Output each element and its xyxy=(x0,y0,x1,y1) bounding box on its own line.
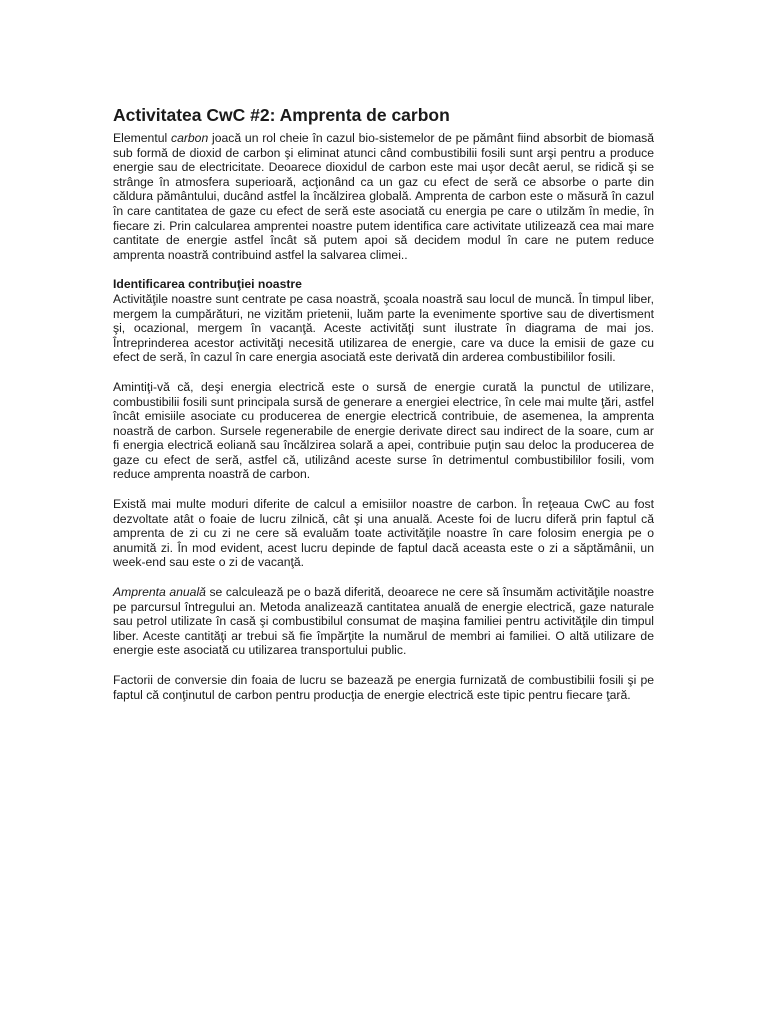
paragraph-3: Există mai multe moduri diferite de calcul a emisiilor noastre de carbon. În reţeaua CwC au fost dezvoltate atât o foaie de lucru zilnică, cât şi una anuală. Aceste foi de lucru diferă prin faptul că amprenta de zi cu zi ne cere să evaluăm toate activităţile noastre în care folosim energia pe o anumită zi. În mod evident, acest lucru depinde de faptul dacă aceasta este o zi a săptămânii, un week-end sau este o zi de vacanţă. xyxy=(113,497,654,570)
paragraph-1: Activităţile noastre sunt centrate pe casa noastră, şcoala noastră sau locul de muncă. În timpul liber, mergem la cumpărături, ne vizităm prietenii, luăm parte la evenimente sportive sau de divertisment şi, ocazional, mergem în vacanţă. Aceste activităţi sunt ilustrate în diagrama de mai jos. Întreprinderea acestor activităţi necesită utilizarea de energie, care va duce la emisii de gaze cu efect de seră, în cazul în care energia asociată este derivată din arderea combustibililor fosili. xyxy=(113,291,654,365)
paragraph-5: Factorii de conversie din foaia de lucru se bazează pe energia furnizată de combustibilii fosili şi pe faptul că conţinutul de carbon pentru producţia de energie electrică este tipic pentru fiecare ţară. xyxy=(113,673,654,702)
section-heading: Identificarea contribuţiei noastre xyxy=(113,277,302,292)
intro-paragraph xyxy=(113,131,654,262)
paragraph-spacer xyxy=(113,570,654,585)
intro-italic-term: carbon xyxy=(170,131,209,145)
paragraph-2: Amintiţi-vă că, deşi energia electrică este o sursă de energie curată la punctul de utilizare, combustibilii fosili sunt principala sursă de generare a energiei electrice, în cele mai multe ţări, astfel încât emisiile asociate cu producerea de energie electrică contribuie, de asemenea, la amprenta noastră de carbon. Sursele regenerabile de energie derivate direct sau indirect de la soare, cum ar fi energia electrică eoliană sau încălzirea solară a apei, contribuie puţin sau deloc la producerea de gaze cu efect de seră, astfel că, utilizând aceste surse în detrimentul combustibililor fosili, vom reduce amprenta noastră de carbon. xyxy=(113,379,654,482)
paragraph-4-italic-term: Amprenta anuală xyxy=(113,585,206,600)
paragraph-spacer xyxy=(113,365,654,380)
paragraph-spacer xyxy=(113,482,654,497)
document-page xyxy=(113,104,654,702)
paragraph-4-text: se calculează pe o bază diferită, deoarece ne cere să însumăm activităţile noastre pe parcursul întregului an. Metoda analizează cantitatea anuală de energie electrică, gaze naturale sau petrol utilizate în casă şi combustibilul consumat de maşina familiei pentru activităţile din timpul liber. Aceste cantităţi ar trebui să fie împărţite la numărul de membri ai familiei. O altă utilizare de energie este asociată cu utilizarea transportului public. xyxy=(113,585,654,658)
intro-text-rest: joacă un rol cheie în cazul bio-sistemelor de pe pământ fiind absorbit de biomasă sub formă de dioxid de carbon şi eliminat atunci când combustibilii fosili sunt arşi pentru a produce energie sau de electricitate. Deoarece dioxidul de carbon este mai uşor decât aerul, se ridică şi se strânge în atmosfera superioară, acţionând ca un gaz cu efect de seră ce absorbe o parte din căldura pământului, ducând astfel la încălzirea globală. Amprenta de carbon este o măsură în cazul în care cantitatea de gaze cu efect de seră este asociată cu energia pe care o utilzăm în medie, în fiecare zi. Prin calcularea amprentei noastre putem identifica care activitate utilizează cea mai mare cantitate de energie astfel încât să putem apoi să decidem modul în care ne putem reduce amprenta noastră contribuind astfel la salvarea climei.. xyxy=(113,131,654,262)
paragraph-spacer xyxy=(113,658,654,673)
paragraph-spacer xyxy=(113,262,654,277)
paragraph-4 xyxy=(113,585,654,658)
document-title: Activitatea CwC #2: Amprenta de carbon xyxy=(113,105,450,125)
intro-text-start: Elementul xyxy=(113,131,171,145)
